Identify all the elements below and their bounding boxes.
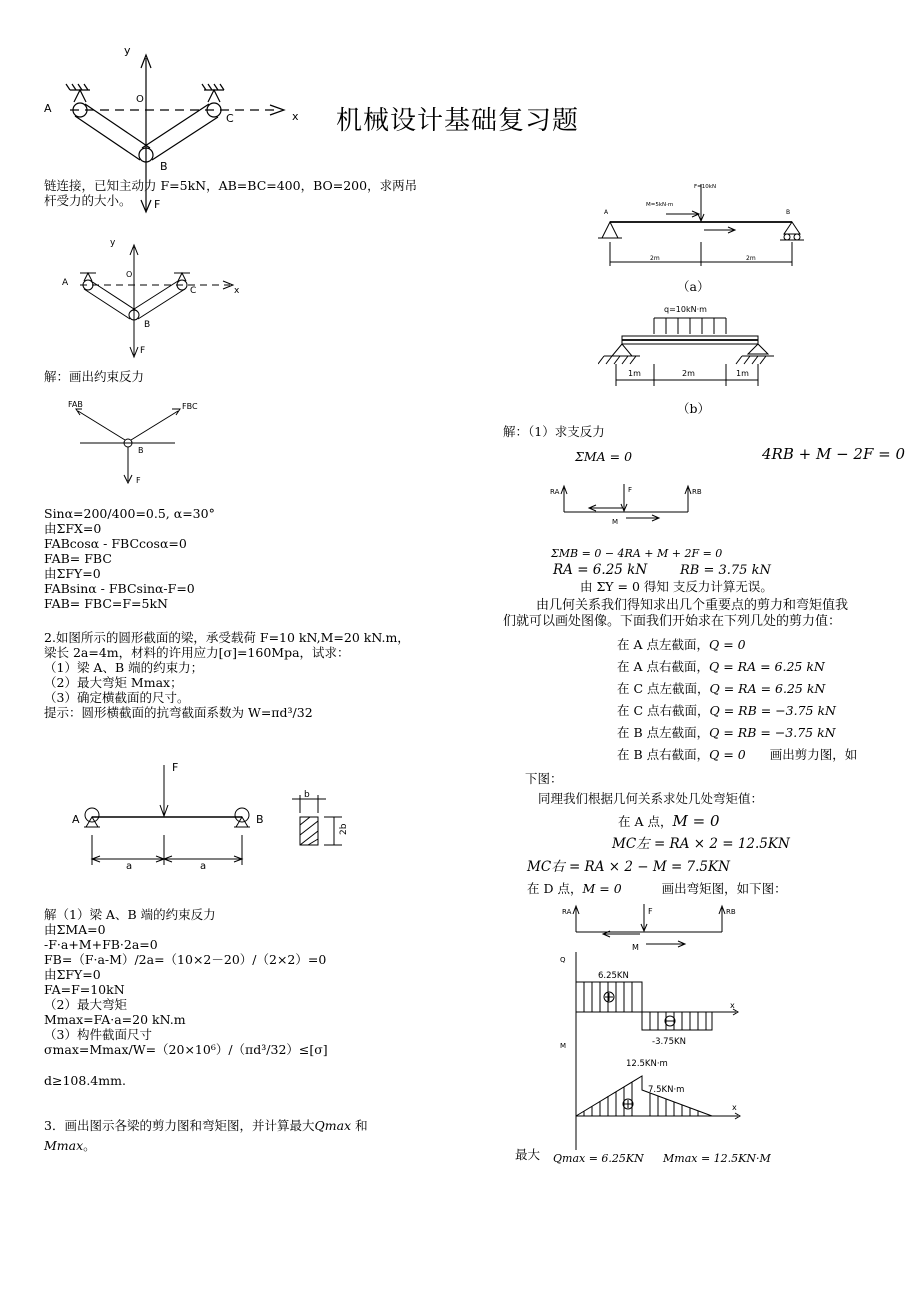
problem1-solution-head: 解：画出约束反力	[44, 369, 145, 384]
shear-row-1: 在 A 点左截面，Q = 0	[617, 637, 746, 652]
svg-text:x: x	[732, 1103, 737, 1112]
svg-text:F: F	[136, 476, 141, 485]
svg-text:B: B	[786, 209, 791, 216]
svg-text:B: B	[160, 160, 168, 173]
problem2-solution-11: d≥108.4mm.	[44, 1073, 126, 1088]
problem2-statement-1: 2.如图所示的圆形截面的梁，承受载荷 F=10 kN,M=20 kN.m，	[44, 630, 410, 645]
problem2-solution-8: Mmax=FA·a=20 kN.m	[44, 1012, 186, 1027]
svg-text:2m: 2m	[682, 369, 695, 378]
svg-text:RA: RA	[562, 908, 572, 916]
svg-text:1m: 1m	[736, 369, 749, 378]
right-figure-a	[596, 180, 826, 290]
svg-text:RB: RB	[692, 488, 702, 496]
svg-text:A: A	[62, 278, 69, 288]
svg-text:b: b	[304, 790, 310, 800]
svg-text:y: y	[124, 44, 131, 57]
final-label: 最大	[515, 1147, 541, 1162]
svg-text:x: x	[234, 286, 240, 296]
problem1-line-1: Sinα=200/400=0.5, α=30°	[44, 506, 215, 521]
svg-text:B: B	[138, 446, 144, 455]
right-para2: 们就可以画处图像。下面我们开始求在下列几处的剪力值：	[503, 614, 842, 629]
svg-text:C: C	[190, 286, 197, 296]
svg-text:FAB: FAB	[68, 400, 83, 409]
right-eq4b: RB = 3.75 kN	[680, 563, 771, 578]
svg-text:F=10kN: F=10kN	[694, 184, 717, 190]
shear-row-2: 在 A 点右截面，Q = RA = 6.25 kN	[617, 659, 825, 674]
moment-row-1: 在 A 点，M = 0	[618, 812, 720, 830]
svg-text:M=5kN·m: M=5kN·m	[646, 202, 674, 208]
svg-text:1m: 1m	[628, 369, 641, 378]
moment-row-3: MC右 = RA × 2 − M = 7.5KN	[527, 859, 730, 875]
svg-text:B: B	[144, 320, 151, 330]
problem2-statement-5: （3）确定横截面的尺寸。	[44, 690, 190, 705]
svg-text:C: C	[226, 112, 234, 125]
problem2-statement-6: 提示：圆形横截面的抗弯截面系数为 W=πd³/32	[44, 705, 313, 720]
svg-text:x: x	[292, 110, 299, 123]
svg-text:A: A	[44, 102, 52, 115]
shear-moment-diagrams	[552, 900, 752, 1155]
shear-row-3: 在 C 点左截面，Q = RA = 6.25 kN	[617, 681, 826, 696]
svg-text:2b: 2b	[339, 823, 349, 835]
right-fig-below: 下图：	[525, 771, 563, 786]
svg-text:B: B	[256, 813, 264, 826]
right-solution-head: 解：（1）求支反力	[503, 424, 605, 439]
svg-text:7.5KN·m: 7.5KN·m	[648, 1085, 685, 1095]
problem1-fbd	[60, 395, 210, 490]
svg-text:F: F	[154, 198, 161, 211]
svg-text:RB: RB	[726, 908, 736, 916]
right-figure-b	[598, 298, 808, 398]
final-qmax: Qmax = 6.25KN	[553, 1152, 644, 1165]
svg-text:A: A	[72, 813, 80, 826]
problem1-line-4: FAB= FBC	[44, 551, 112, 566]
right-figure-a-caption: （a）	[677, 279, 710, 294]
problem1-line-6: FABsinα - FBCsinα-F=0	[44, 581, 195, 596]
final-mmax: Mmax = 12.5KN·M	[663, 1152, 771, 1165]
moment-row-4: 在 D 点，M = 0 画出弯矩图，如下图：	[527, 881, 787, 896]
problem2-solution-5: 由ΣFY=0	[44, 967, 101, 982]
svg-text:2m: 2m	[746, 255, 756, 262]
problem1-line-7: FAB= FBC=F=5kN	[44, 596, 168, 611]
shear-row-5: 在 B 点左截面，Q = RB = −3.75 kN	[617, 725, 836, 740]
svg-text:M: M	[612, 518, 619, 526]
svg-text:M: M	[632, 943, 639, 952]
right-figure-b-caption: （b）	[677, 401, 711, 416]
problem1-statement-2: 杆受力的大小。	[44, 193, 132, 208]
svg-text:x: x	[730, 1001, 735, 1010]
right-eq3: ΣMB = 0 − 4RA + M + 2F = 0	[551, 547, 723, 560]
svg-text:q=10kN·m: q=10kN·m	[664, 305, 707, 314]
svg-text:6.25KN: 6.25KN	[598, 971, 629, 981]
problem2-statement-2: 梁长 2a=4m，材料的许用应力[σ]=160Mpa，试求：	[44, 645, 350, 660]
svg-text:y: y	[110, 238, 116, 248]
problem2-solution-10: σmax=Mmax/W=（20×10⁶）/（πd³/32）≤[σ]	[44, 1042, 328, 1057]
right-eq2: 4RB + M − 2F = 0	[762, 445, 906, 463]
svg-text:RA: RA	[550, 488, 560, 496]
problem1-statement: 链连接，已知主动力 F=5kN，AB=BC=400，BO=200，求两吊	[44, 178, 418, 193]
svg-text:O: O	[126, 270, 133, 279]
svg-text:12.5KN·m: 12.5KN·m	[626, 1059, 668, 1069]
problem2-solution-9: （3）构件截面尺寸	[44, 1027, 152, 1042]
problem2-solution-2: 由ΣMA=0	[44, 922, 106, 937]
problem3-statement: 3．画出图示各梁的剪力图和弯矩图，并计算最大Qmax 和	[44, 1118, 368, 1133]
svg-text:2m: 2m	[650, 255, 660, 262]
svg-text:O: O	[136, 94, 144, 105]
problem1-figure-small	[58, 235, 248, 360]
svg-text:FBC: FBC	[182, 402, 198, 411]
page-title: 机械设计基础复习题	[336, 106, 580, 136]
problem1-line-3: FABcosα - FBCcosα=0	[44, 536, 187, 551]
moment-row-2: MC左 = RA × 2 = 12.5KN	[612, 836, 790, 852]
shear-row-6: 在 B 点右截面，Q = 0 画出剪力图，如	[617, 747, 858, 762]
problem2-statement-3: （1）梁 A、B 端的约束力；	[44, 660, 204, 675]
problem2-figure	[60, 755, 370, 875]
svg-text:F: F	[172, 761, 179, 774]
problem1-line-2: 由ΣFX=0	[44, 521, 102, 536]
svg-text:-3.75KN: -3.75KN	[652, 1037, 686, 1047]
right-eq5: 由 ΣY = 0 得知 支反力计算无误。	[580, 579, 773, 594]
shear-row-4: 在 C 点右截面，Q = RB = −3.75 kN	[617, 703, 836, 718]
svg-text:F: F	[628, 486, 633, 494]
svg-text:a: a	[200, 861, 207, 872]
right-moment-intro: 同理我们根据几何关系求处几处弯矩值：	[538, 791, 764, 806]
problem2-solution-1: 解（1）梁 A、B 端的约束反力	[44, 907, 216, 922]
svg-text:a: a	[126, 861, 133, 872]
problem2-solution-7: （2）最大弯矩	[44, 997, 127, 1012]
problem2-statement-4: （2）最大弯矩 Mmax；	[44, 675, 183, 690]
svg-text:M: M	[560, 1042, 567, 1050]
right-fbd	[548, 480, 708, 530]
svg-text:Q: Q	[560, 956, 566, 964]
svg-text:F: F	[140, 346, 146, 356]
svg-text:F: F	[648, 907, 653, 916]
svg-text:A: A	[604, 209, 609, 216]
problem1-line-5: 由ΣFY=0	[44, 566, 101, 581]
problem2-solution-3: -F·a+M+FB·2a=0	[44, 937, 158, 952]
right-eq1: ΣMA = 0	[575, 449, 633, 464]
problem2-solution-6: FA=F=10kN	[44, 982, 125, 997]
problem3-statement-2: Mmax。	[44, 1138, 96, 1153]
problem2-solution-4: FB=（F·a-M）/2a=（10×2－20）/（2×2）=0	[44, 952, 327, 967]
right-para1: 由几何关系我们得知求出几个重要点的剪力和弯矩值我	[536, 598, 849, 613]
right-eq4a: RA = 6.25 kN	[553, 562, 648, 578]
